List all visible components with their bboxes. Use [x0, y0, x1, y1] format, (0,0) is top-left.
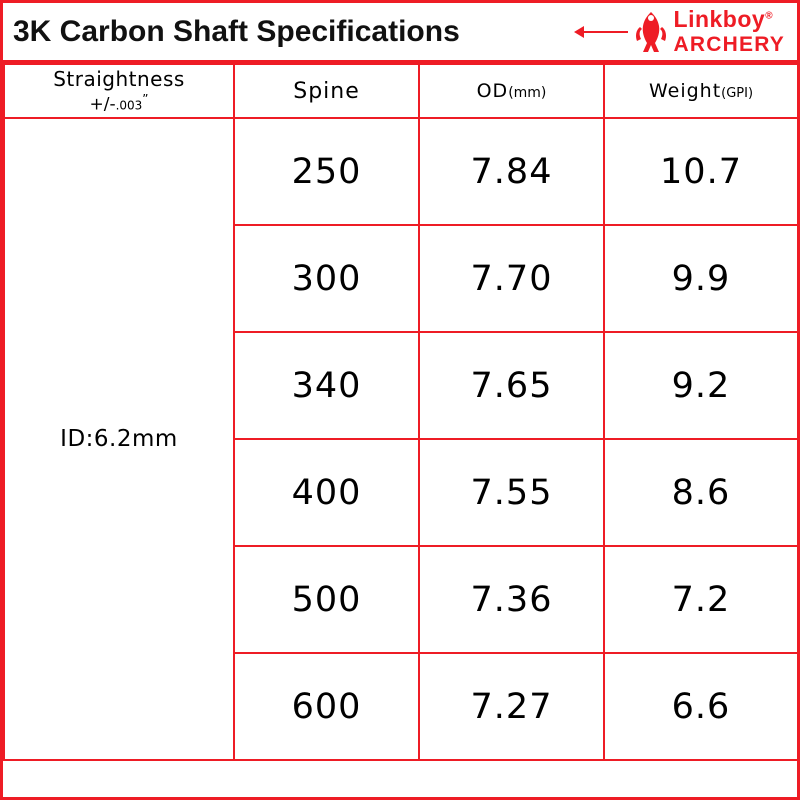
arrow-left-icon [574, 25, 628, 39]
brand-wordmark [674, 8, 785, 55]
cell-weight: 9.2 [604, 332, 798, 439]
cell-od: 7.27 [419, 653, 604, 760]
table-header-row [4, 64, 798, 118]
cell-spine: 300 [234, 225, 419, 332]
header [3, 3, 797, 63]
table-body [4, 118, 798, 760]
cell-spine: 600 [234, 653, 419, 760]
cell-spine: 340 [234, 332, 419, 439]
cell-od: 7.70 [419, 225, 604, 332]
straightness-label: Straightness [53, 66, 185, 91]
cell-weight: 7.2 [604, 546, 798, 653]
cell-od: 7.36 [419, 546, 604, 653]
column-header-straightness [4, 64, 234, 118]
column-header-od: OD(mm) [419, 64, 604, 118]
straightness-tolerance: +/-.003” [89, 91, 149, 115]
column-header-spine: Spine [234, 64, 419, 118]
specifications-table [3, 63, 799, 761]
inner-diameter-cell: ID:6.2mm [4, 118, 234, 760]
registered-mark: ® [765, 10, 774, 22]
cell-weight: 6.6 [604, 653, 798, 760]
page-title: 3K Carbon Shaft Specifications [13, 14, 460, 48]
cell-weight: 10.7 [604, 118, 798, 225]
cell-spine: 400 [234, 439, 419, 546]
column-header-weight: Weight(GPI) [604, 64, 798, 118]
cell-weight: 8.6 [604, 439, 798, 546]
brand-subtitle: ARCHERY [673, 33, 785, 56]
brand-logo-group [574, 8, 789, 55]
cell-weight: 9.9 [604, 225, 798, 332]
archer-logo-icon [634, 11, 668, 53]
cell-od: 7.84 [419, 118, 604, 225]
cell-od: 7.65 [419, 332, 604, 439]
brand-name: Linkboy® [673, 6, 774, 32]
cell-od: 7.55 [419, 439, 604, 546]
cell-spine: 500 [234, 546, 419, 653]
table-row [4, 118, 798, 225]
cell-spine: 250 [234, 118, 419, 225]
